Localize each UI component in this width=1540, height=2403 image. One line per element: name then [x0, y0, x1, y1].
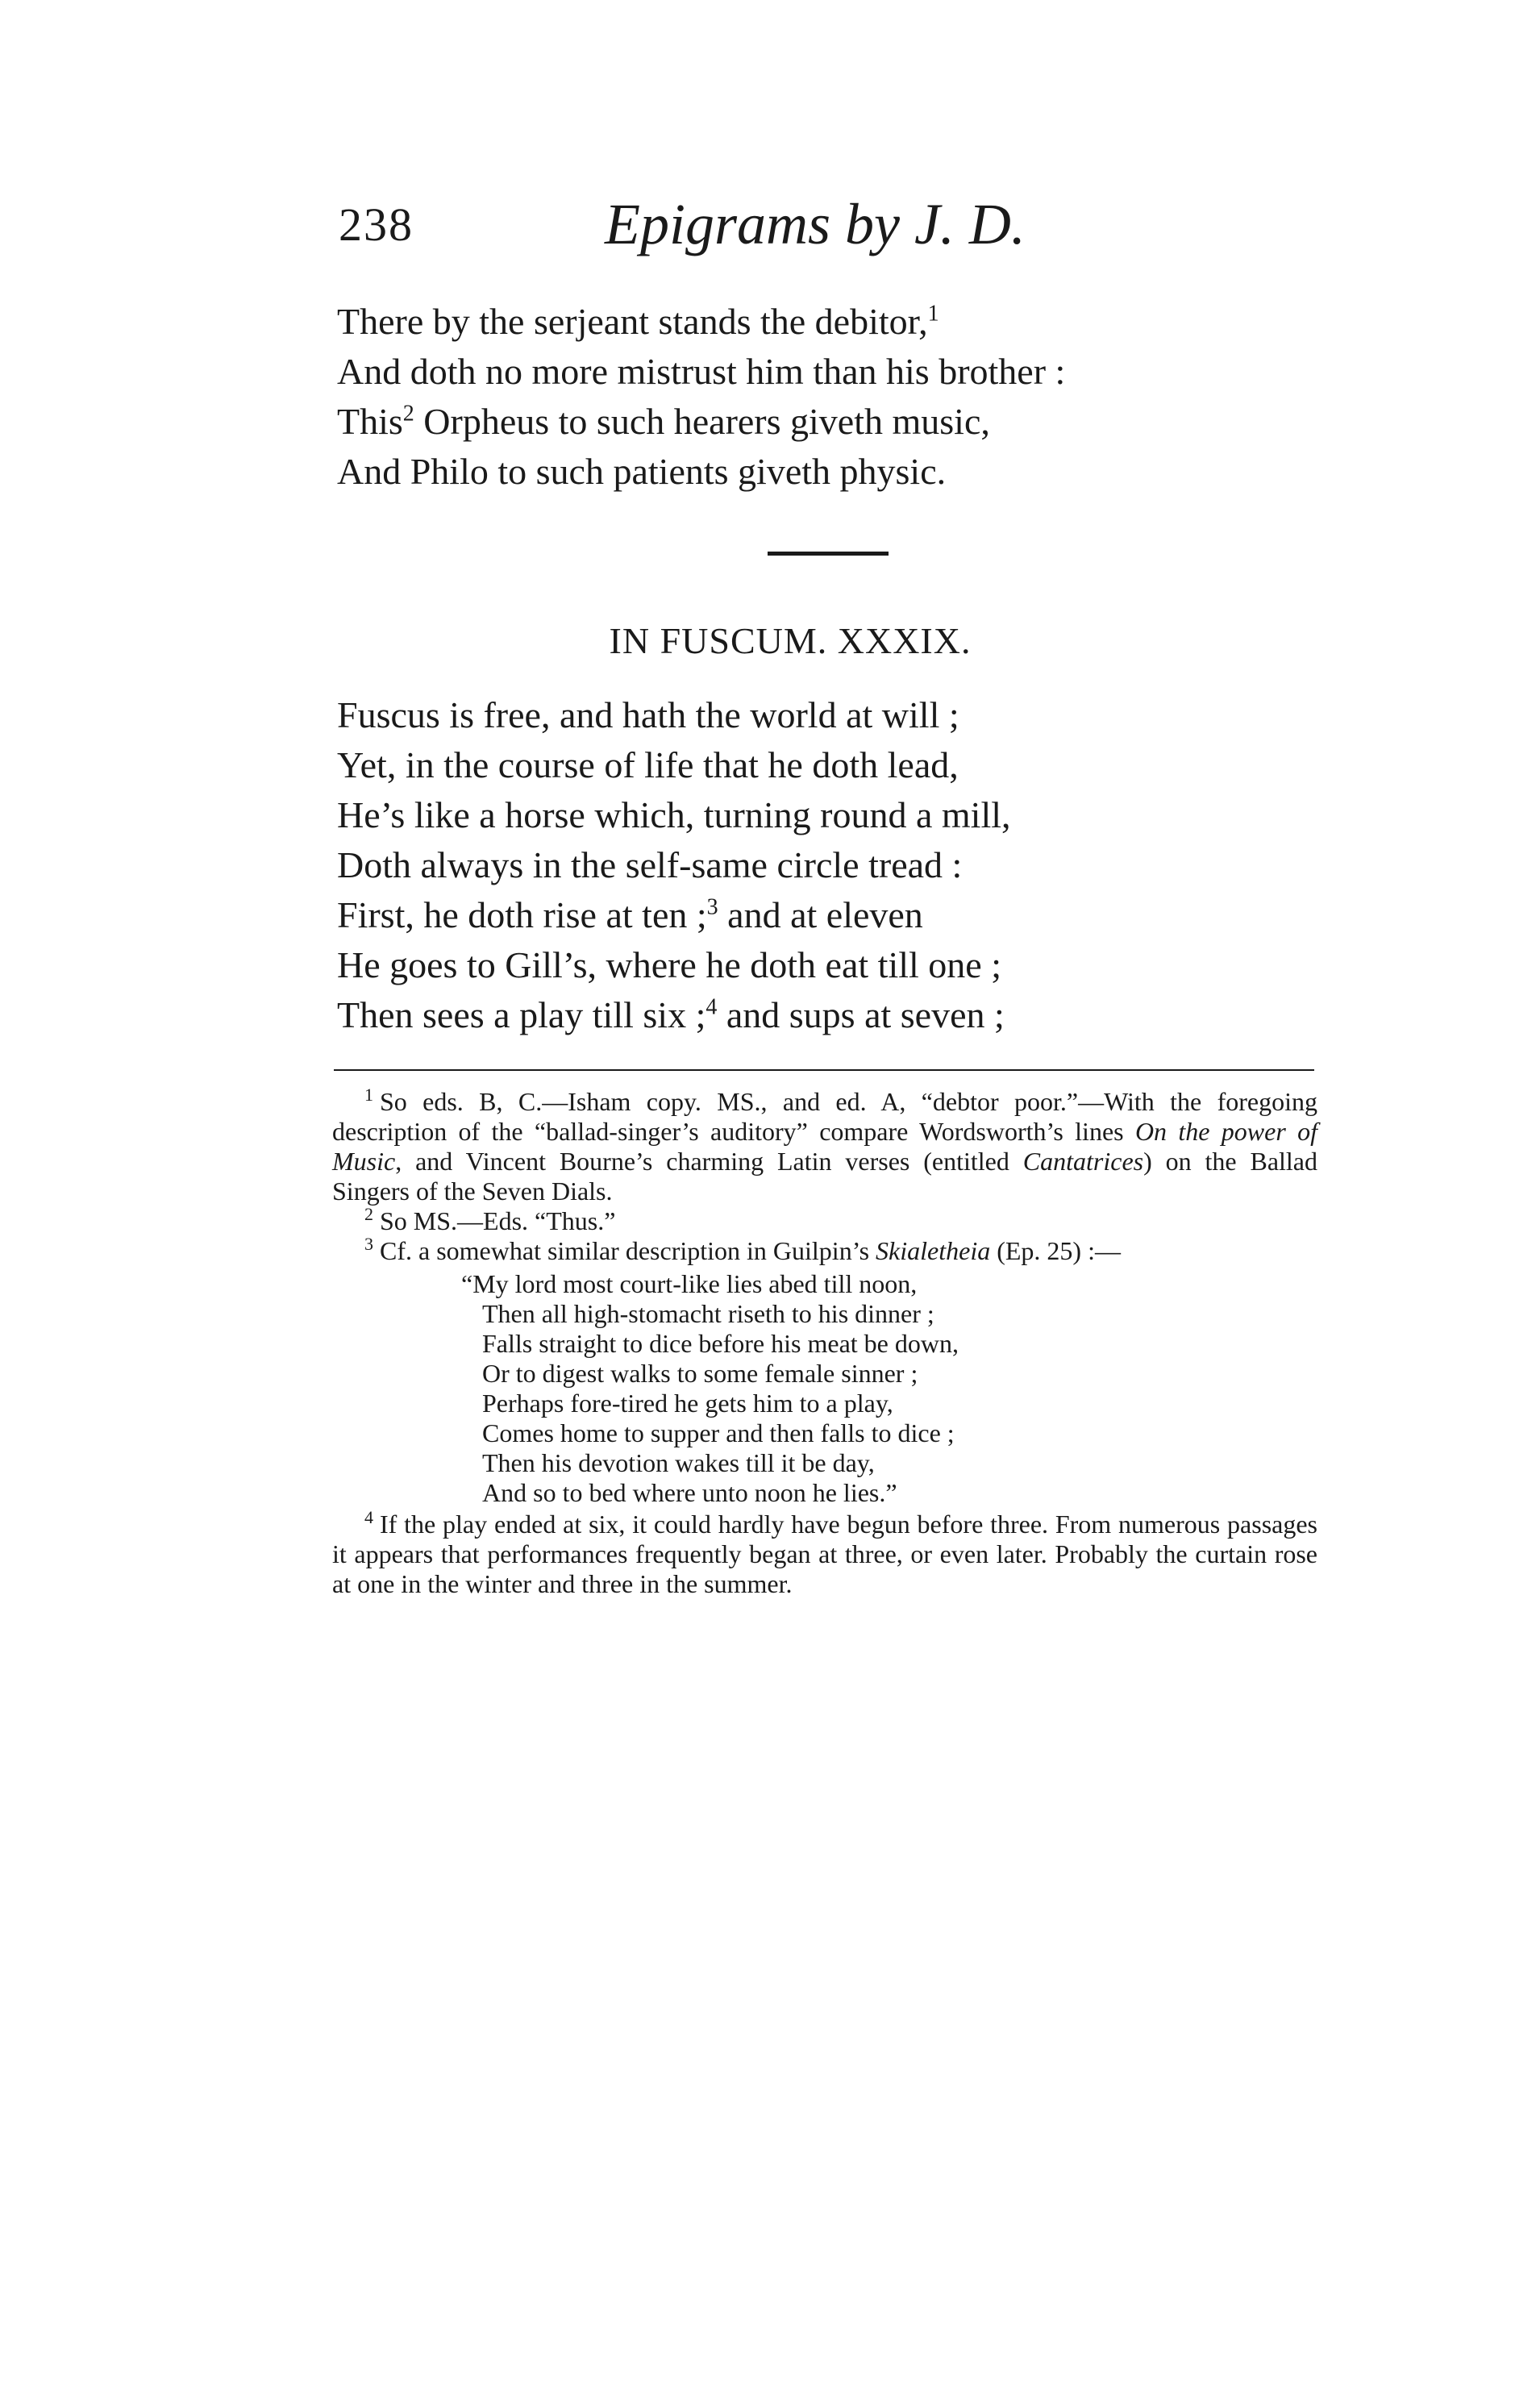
poem-line: Yet, in the course of life that he doth lead, — [337, 744, 959, 785]
quote-line: Perhaps fore-tired he gets him to a play, — [482, 1389, 893, 1418]
poem-line: Doth always in the self-same circle tread : — [337, 844, 963, 885]
quote-line: Then all high-stomacht riseth to his dinner ; — [482, 1299, 934, 1328]
footnote-ref: 3 — [706, 894, 718, 920]
running-title: Epigrams by J. D. — [605, 192, 1026, 256]
footnote-4: $^4$ If the play ended at six, it could hardly have begun before three. From numerous passages it appears that performances frequently began at three, or even later. Probably the curtain rose at one in the winter and three in the summer. — [332, 1507, 1317, 1598]
poem-line: This$^2$ Orpheus to such hearers giveth music, — [337, 401, 990, 442]
footnote-number: 3 — [364, 1234, 373, 1255]
footnote-number: 4 — [364, 1507, 373, 1528]
poem-line: He’s like a horse which, turning round a mill, — [337, 794, 1011, 835]
quote-line: Or to digest walks to some female sinner ; — [482, 1359, 918, 1388]
quote-line: Falls straight to dice before his meat be down, — [482, 1329, 959, 1358]
footnote-ref: 1 — [927, 301, 939, 327]
page-number: 238 — [339, 198, 414, 251]
quote-line: Then his devotion wakes till it be day, — [482, 1448, 875, 1477]
poem-line: And Philo to such patients giveth physic. — [337, 451, 947, 492]
quoted-verse — [461, 1269, 1317, 1508]
footnote-number: 1 — [364, 1085, 373, 1106]
footnotes — [332, 1087, 1317, 1599]
footnote-1: $^1$ So eds. B, C.—Isham copy. MS., and ed. A, “debtor poor.”—With the foregoing description of the “ballad-singer’s auditory” compare Wordsworth’s lines On the power of Music, and Vincent Bourne’s charming Latin verses (entitled Cantatrices) on the Ballad Singers of the Seven Dials. — [332, 1085, 1318, 1206]
quote-line: Comes home to supper and then falls to dice ; — [482, 1418, 955, 1447]
section-title: IN FUSCUM. XXXIX. — [609, 620, 972, 661]
footnote-3: $^3$ Cf. a somewhat similar description in Guilpin’s Skialetheia (Ep. 25) :— — [364, 1234, 1121, 1265]
poem-line: Then sees a play till six ;$^4$ and sups at seven ; — [337, 994, 1005, 1035]
footnote-rule — [334, 1069, 1314, 1071]
poem-line: Fuscus is free, and hath the world at will ; — [337, 694, 959, 735]
footnote-2: $^2$ So MS.—Eds. “Thus.” — [364, 1204, 616, 1235]
poem-in-fuscum — [337, 690, 1011, 1040]
quote-line: “My lord most court-like lies abed till noon, — [461, 1269, 918, 1298]
poem-line: And doth no more mistrust him than his brother : — [337, 351, 1066, 392]
footnote-ref: 4 — [705, 994, 718, 1020]
running-head — [339, 192, 1322, 270]
poem-continuation — [337, 297, 1065, 497]
footnote-number: 2 — [364, 1204, 373, 1225]
poem-line: First, he doth rise at ten ;$^3$ and at eleven — [337, 894, 923, 935]
footnote-ref: 2 — [402, 401, 414, 427]
section-divider — [768, 552, 889, 556]
poem-line: There by the serjeant stands the debitor,$^1$ — [337, 301, 939, 342]
poem-line: He goes to Gill’s, where he doth eat till one ; — [337, 944, 1001, 985]
quote-line: And so to bed where unto noon he lies.” — [482, 1478, 897, 1507]
